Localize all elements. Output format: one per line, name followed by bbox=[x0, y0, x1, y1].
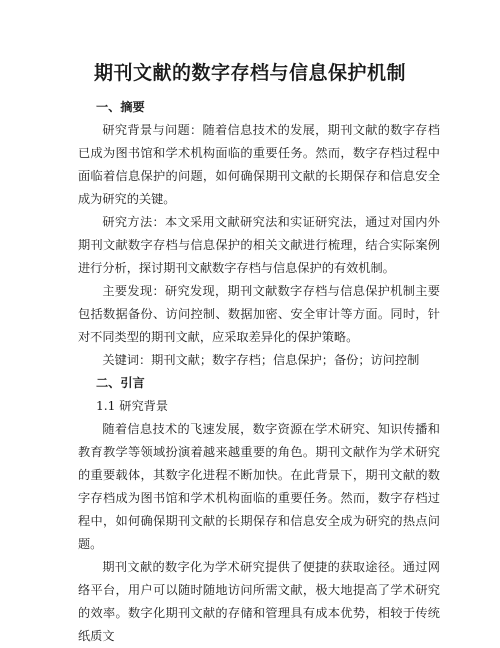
subsection-heading-background: 1.1 研究背景 bbox=[96, 399, 169, 413]
abstract-findings-paragraph: 主要发现：研究发现，期刊文献数字存档与信息保护机制主要包括数据备份、访问控制、数据加密、安全审计等方面。同时，针对不同类型的期刊文献，应采取差异化的保护策略。 bbox=[78, 284, 440, 344]
document-body bbox=[78, 96, 440, 648]
abstract-method-paragraph: 研究方法：本文采用文献研究法和实证研究法，通过对国内外期刊文献数字存档与信息保护的相关文献进行梳理，结合实际案例进行分析，探讨期刊文献数字存档与信息保护的有效机制。 bbox=[78, 215, 440, 275]
section-heading-abstract: 一、摘要 bbox=[96, 100, 145, 114]
document-title: 期刊文献的数字存档与信息保护机制 bbox=[93, 62, 406, 84]
introduction-paragraph-2: 期刊文献的数字化为学术研究提供了便捷的获取途径。通过网络平台，用户可以随时随地访问所需文献，极大地提高了学术研究的效率。数字化期刊文献的存储和管理具有成本优势，相较于传统纸质文 bbox=[78, 560, 440, 643]
section-heading-introduction: 二、引言 bbox=[96, 376, 145, 390]
abstract-background-paragraph: 研究背景与问题：随着信息技术的发展，期刊文献的数字存档已成为图书馆和学术机构面临的重要任务。然而，数字存档过程中面临着信息保护的问题，如何确保期刊文献的长期保存和信息安全成为研究的关键。 bbox=[78, 123, 440, 206]
keywords-line: 关键词：期刊文献；数字存档；信息保护；备份；访问控制 bbox=[102, 353, 420, 367]
introduction-paragraph-1: 随着信息技术的飞速发展，数字资源在学术研究、知识传播和教育教学等领域扮演着越来越重要的角色。期刊文献作为学术研究的重要载体，其数字化进程不断加快。在此背景下，期刊文献的数字存档成为图书馆和学术机构面临的重要任务。然而，数字存档过程中，如何确保期刊文献的长期保存和信息安全成为研究的热点问题。 bbox=[78, 422, 440, 551]
